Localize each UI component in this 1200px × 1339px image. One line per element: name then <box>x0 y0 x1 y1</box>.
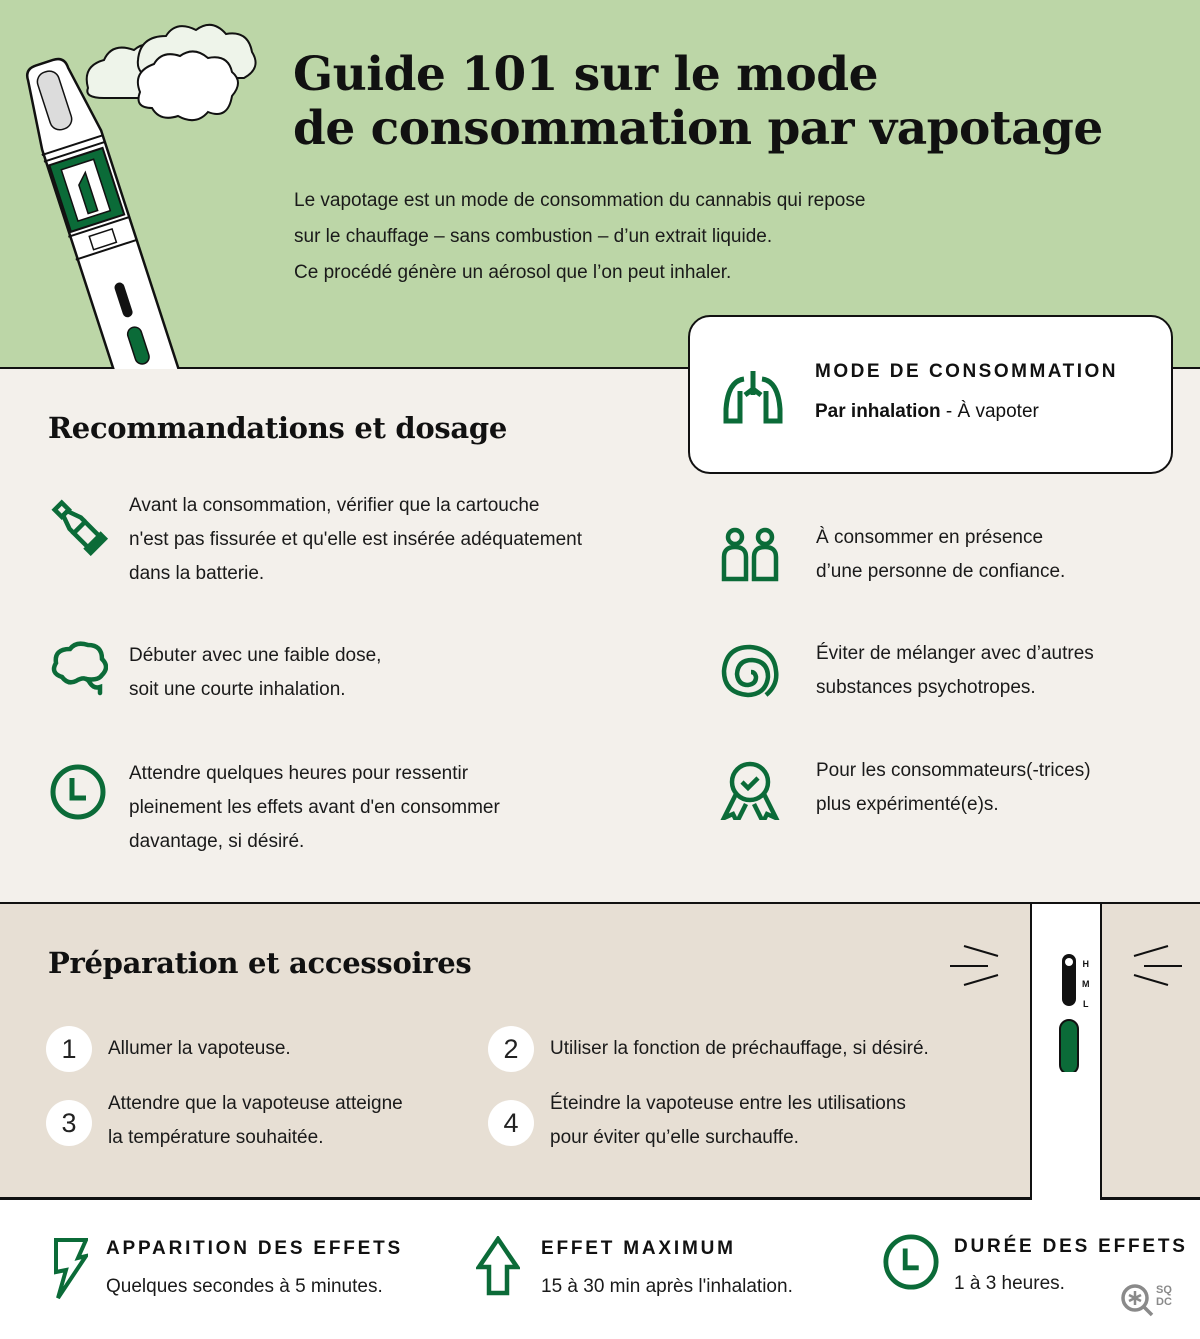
text-line: Attendre quelques heures pour ressentir <box>129 763 469 784</box>
glow-lines-left-icon <box>948 942 1003 990</box>
effect-value: 15 à 30 min après l'inhalation. <box>541 1276 793 1297</box>
text-line: Éviter de mélanger avec d’autres <box>816 643 1094 664</box>
logo-line: SQ <box>1156 1284 1172 1296</box>
text-line: substances psychotropes. <box>816 677 1036 698</box>
sqdc-logo <box>1120 1283 1180 1317</box>
heat-setting-indicator <box>1056 952 1096 1072</box>
intro-paragraph <box>294 183 865 291</box>
lightning-icon <box>48 1238 88 1300</box>
step-text <box>108 1087 403 1155</box>
text-line: Utiliser la fonction de préchauffage, si désiré. <box>550 1038 929 1059</box>
text-line: Éteindre la vapoteuse entre les utilisations <box>550 1093 906 1114</box>
vape-cartridge-icon <box>48 496 108 556</box>
step-text <box>550 1087 906 1155</box>
intro-line: sur le chauffage – sans combustion – d’un extrait liquide. <box>294 226 773 247</box>
arrow-up-icon <box>476 1236 520 1296</box>
page-title-line: Guide 101 sur le mode <box>293 47 878 102</box>
step-text <box>550 1032 929 1066</box>
text-line: soit une courte inhalation. <box>129 679 346 700</box>
vapor-cloud-icon <box>48 641 108 701</box>
effect-value: 1 à 3 heures. <box>954 1273 1065 1294</box>
vape-pen-illustration <box>0 0 300 369</box>
vapor-cloud-icon <box>87 25 256 120</box>
effect-label: DURÉE DES EFFETS <box>954 1236 1188 1257</box>
recommendation-text <box>129 757 500 859</box>
mode-value <box>815 401 1039 423</box>
lungs-icon <box>722 369 784 425</box>
recommendation-text <box>129 489 582 591</box>
mode-value-bold: Par inhalation <box>815 401 941 422</box>
consumption-mode-card <box>688 315 1173 474</box>
award-ribbon-check-icon <box>720 760 780 820</box>
preparation-section <box>0 904 1200 1200</box>
step-number: 4 <box>488 1100 534 1146</box>
heat-label-high: H <box>1082 959 1089 969</box>
text-line: Avant la consommation, vérifier que la cartouche <box>129 495 540 516</box>
spiral-icon <box>720 643 780 703</box>
step-text <box>108 1032 291 1066</box>
sqdc-logo-text <box>1156 1284 1172 1308</box>
two-people-icon <box>720 527 780 587</box>
heat-label-medium: M <box>1082 979 1090 989</box>
text-line: pleinement les effets avant d'en consommer <box>129 797 500 818</box>
sqdc-logo-icon <box>1120 1283 1156 1317</box>
recommendation-text <box>129 639 381 707</box>
clock-icon <box>48 762 108 822</box>
text-line: d’une personne de confiance. <box>816 561 1066 582</box>
text-line: Attendre que la vapoteuse atteigne <box>108 1093 403 1114</box>
section-title-preparation: Préparation et accessoires <box>48 946 472 980</box>
text-line: plus expérimenté(e)s. <box>816 794 999 815</box>
intro-line: Ce procédé génère un aérosol que l’on peut inhaler. <box>294 262 732 283</box>
text-line: dans la batterie. <box>129 563 265 584</box>
recommendation-text <box>816 754 1091 822</box>
step-number: 3 <box>46 1100 92 1146</box>
step-number: 1 <box>46 1026 92 1072</box>
step-number: 2 <box>488 1026 534 1072</box>
effects-bar <box>0 1200 1200 1339</box>
heat-label-low: L <box>1083 999 1089 1009</box>
page-title-line: de consommation par vapotage <box>293 101 1103 156</box>
glow-lines-right-icon <box>1130 942 1185 990</box>
text-line: la température souhaitée. <box>108 1127 324 1148</box>
mode-value-rest: - À vapoter <box>940 401 1039 422</box>
intro-line: Le vapotage est un mode de consommation du cannabis qui repose <box>294 190 866 211</box>
logo-line: DC <box>1156 1296 1172 1308</box>
vape-device-closeup <box>1030 904 1102 1200</box>
text-line: n'est pas fissurée et qu'elle est insérée adéquatement <box>129 529 582 550</box>
effect-value: Quelques secondes à 5 minutes. <box>106 1276 383 1297</box>
effect-label: EFFET MAXIMUM <box>541 1238 736 1259</box>
effect-label: APPARITION DES EFFETS <box>106 1238 404 1259</box>
heat-level-labels <box>1082 954 1090 1014</box>
page-title <box>293 48 1103 156</box>
recommendation-text <box>816 637 1094 705</box>
section-title-recommendations: Recommandations et dosage <box>48 411 508 445</box>
text-line: À consommer en présence <box>816 527 1044 548</box>
text-line: Débuter avec une faible dose, <box>129 645 382 666</box>
clock-icon <box>882 1233 940 1291</box>
text-line: Pour les consommateurs(-trices) <box>816 760 1091 781</box>
recommendation-text <box>816 521 1065 589</box>
text-line: pour éviter qu’elle surchauffe. <box>550 1127 799 1148</box>
text-line: Allumer la vapoteuse. <box>108 1038 291 1059</box>
mode-title: MODE DE CONSOMMATION <box>815 361 1118 382</box>
text-line: davantage, si désiré. <box>129 831 305 852</box>
hero-banner <box>0 0 1200 369</box>
